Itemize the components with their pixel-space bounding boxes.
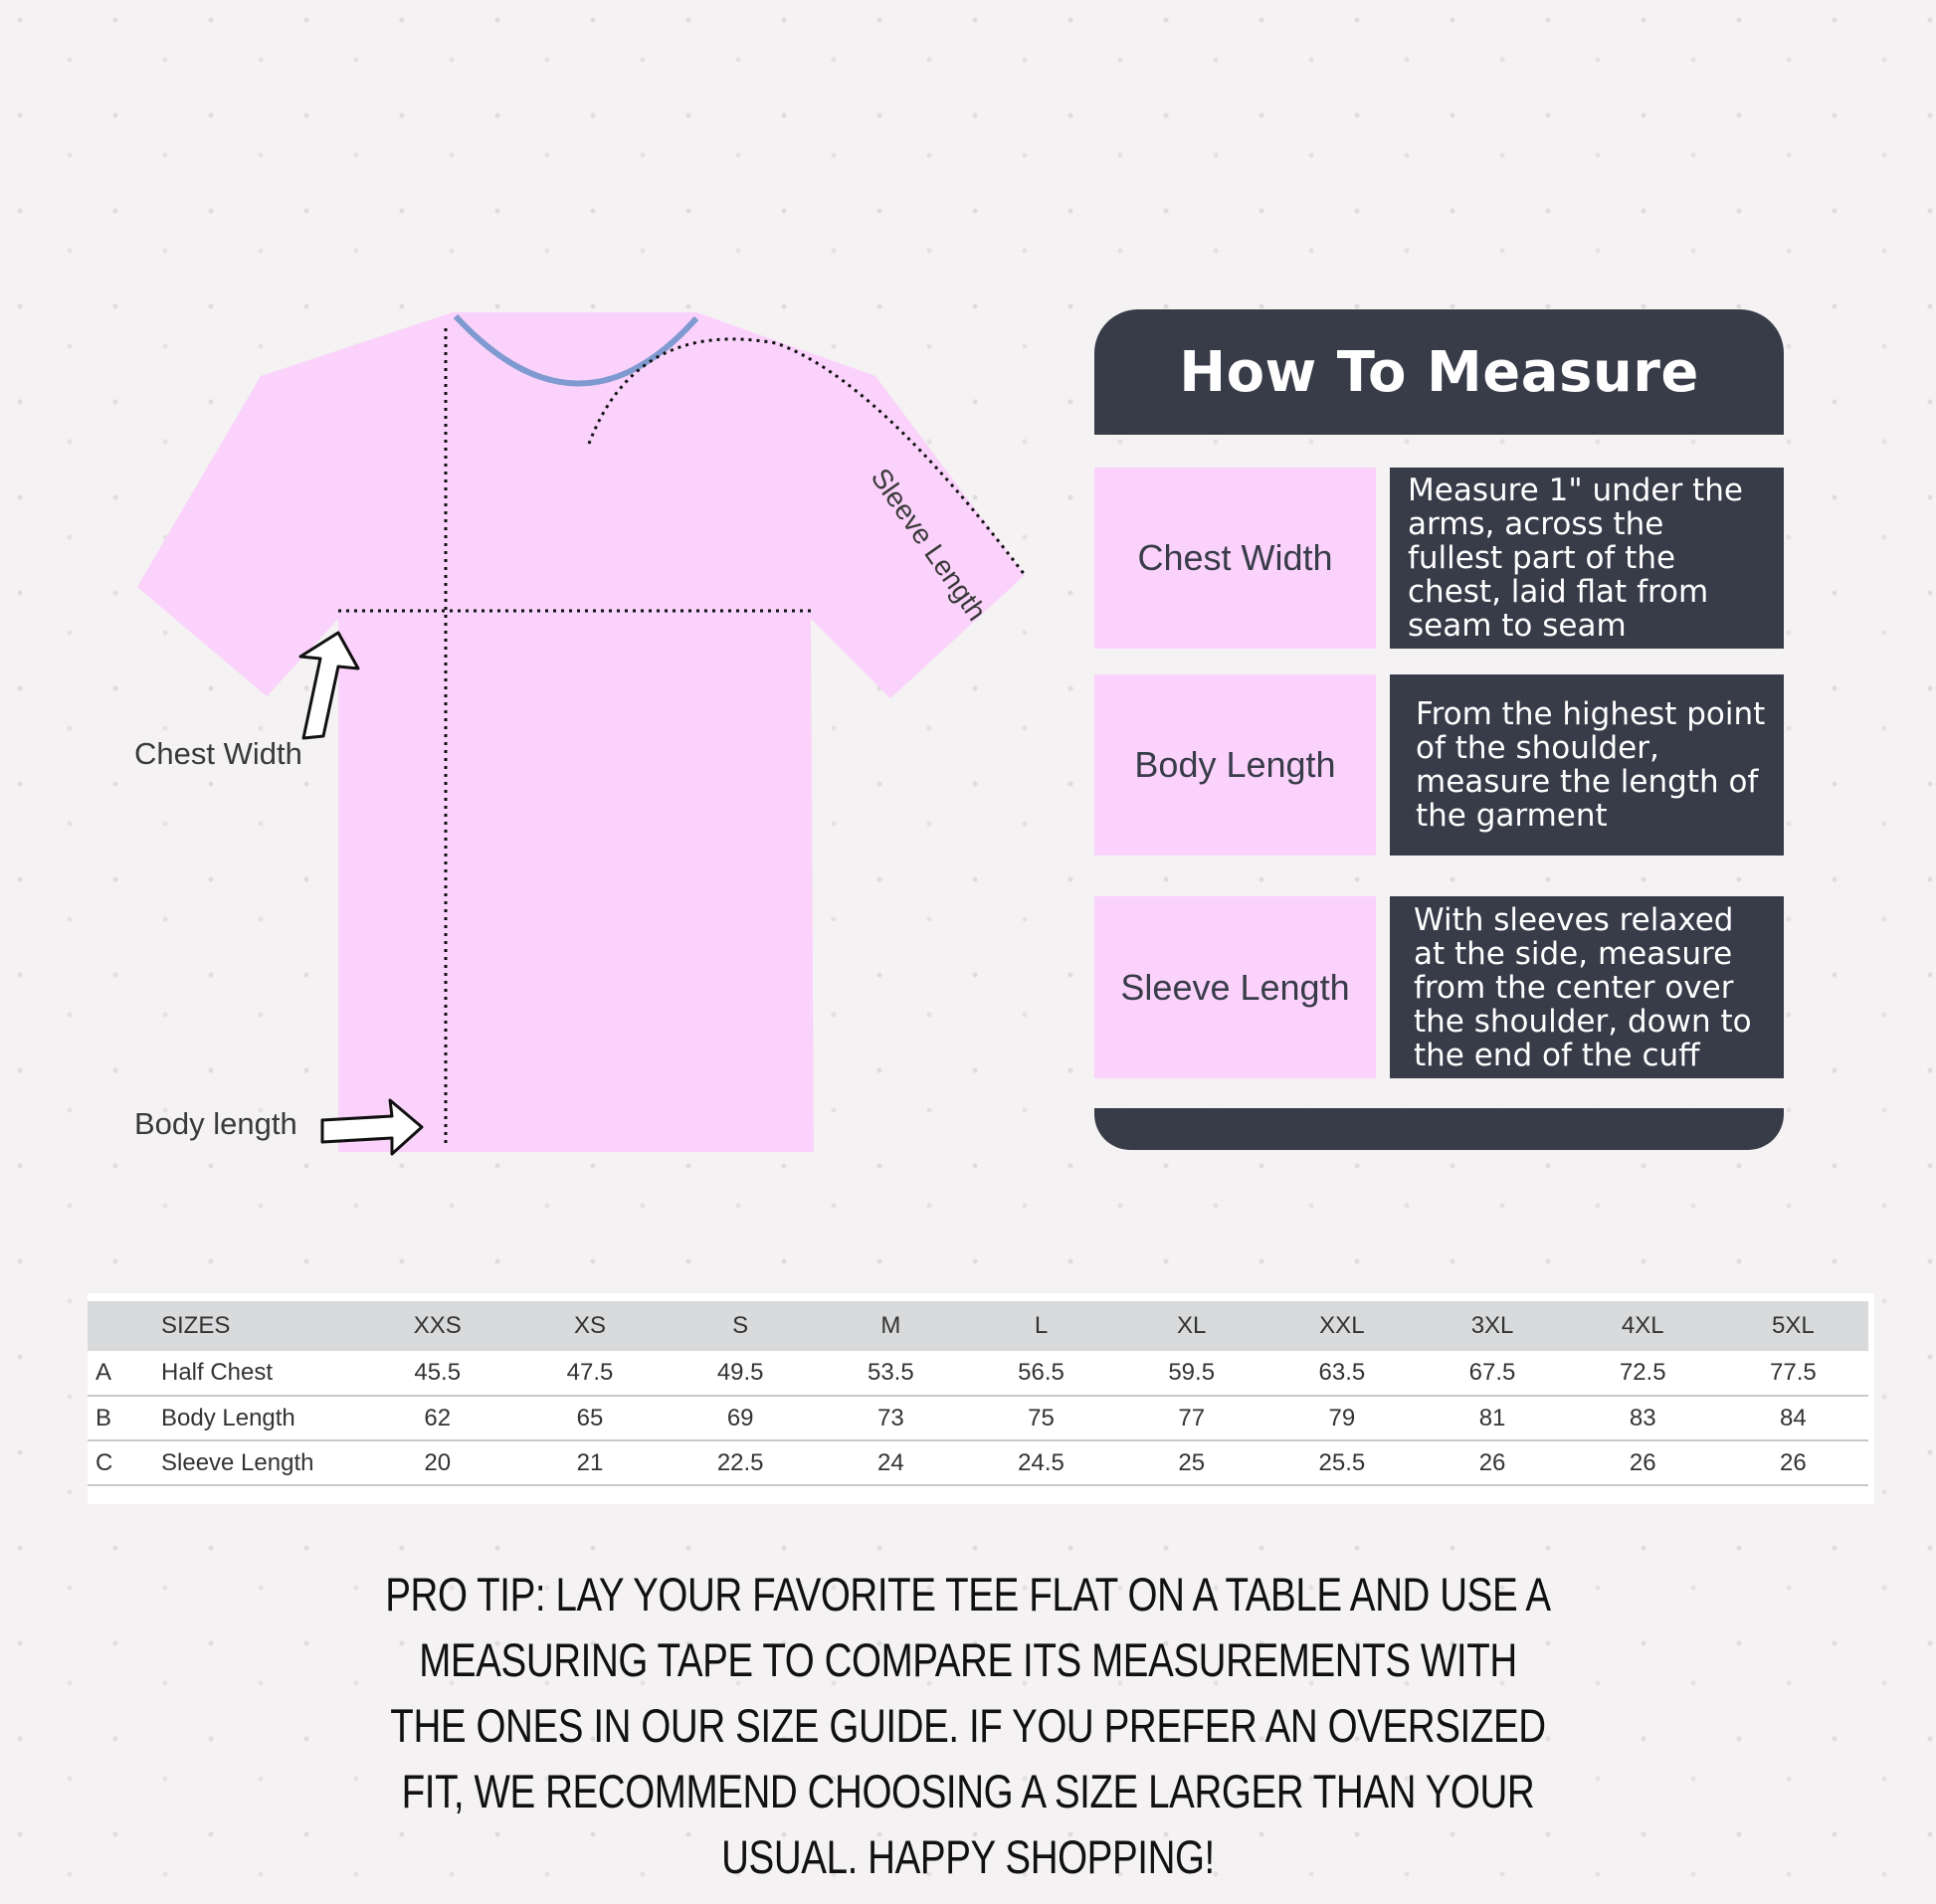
size-header: 5XL — [1772, 1312, 1815, 1339]
table-cell: 72.5 — [1619, 1359, 1666, 1386]
table-cell: 73 — [877, 1404, 904, 1431]
tshirt-illustration — [0, 288, 1074, 1184]
table-cell: 26 — [1478, 1448, 1506, 1476]
table-cell: 65 — [576, 1404, 604, 1431]
row-letter: A — [96, 1359, 112, 1386]
table-cell: 49.5 — [716, 1359, 764, 1386]
size-header: XL — [1177, 1312, 1207, 1339]
table-cell: 26 — [1780, 1448, 1807, 1476]
size-header: XXL — [1319, 1312, 1365, 1339]
size-header: 4XL — [1621, 1312, 1664, 1339]
body-length-row-label: Body Length — [1094, 674, 1376, 856]
table-cell: 77.5 — [1770, 1359, 1817, 1386]
size-chart — [88, 1293, 1874, 1504]
table-cell: 83 — [1629, 1404, 1656, 1431]
sizes-header: SIZES — [161, 1312, 231, 1339]
row-name: Sleeve Length — [161, 1448, 314, 1476]
sleeve-length-label: Sleeve Length — [865, 463, 993, 627]
body-length-label: Body length — [134, 1106, 297, 1141]
row-letter: B — [96, 1404, 112, 1431]
table-cell: 22.5 — [716, 1448, 764, 1476]
measure-panel-header — [1094, 309, 1784, 435]
table-cell: 53.5 — [867, 1359, 914, 1386]
table-row-half-chest — [88, 1351, 1868, 1396]
size-header: M — [880, 1312, 901, 1339]
row-letter: C — [96, 1448, 113, 1476]
table-cell: 62 — [424, 1404, 452, 1431]
table-cell: 56.5 — [1018, 1359, 1065, 1386]
size-table — [88, 1301, 1868, 1486]
measure-panel-footer — [1094, 1108, 1784, 1150]
row-name: Body Length — [161, 1404, 295, 1431]
size-header: 3XL — [1470, 1312, 1514, 1339]
table-cell: 75 — [1028, 1404, 1055, 1431]
row-name: Half Chest — [161, 1359, 274, 1386]
table-cell: 47.5 — [566, 1359, 614, 1386]
table-cell: 79 — [1328, 1404, 1356, 1431]
table-cell: 25.5 — [1318, 1448, 1366, 1476]
table-cell: 25 — [1178, 1448, 1206, 1476]
table-cell: 45.5 — [414, 1359, 462, 1386]
size-header: XXS — [413, 1312, 462, 1339]
measure-panel-title: How To Measure — [1179, 339, 1699, 405]
chest-width-row-description: Measure 1" under the arms, across the fullest part of the chest, laid flat from seam to seam — [1390, 468, 1784, 649]
table-cell: 77 — [1178, 1404, 1206, 1431]
pro-tip-text: PRO TIP: LAY YOUR FAVORITE TEE FLAT ON A TABLE AND USE A MEASURING TAPE TO COMPARE ITS MEASUREMENTS WITH THE ONES IN OUR SIZE GUIDE. IF YOU PREFER AN OVERSIZED FIT, WE RECOMMEND CHOOSING A SIZE LARGER THAN YOUR USUAL. HAPPY SHOPPING! — [385, 1568, 1551, 1883]
size-header: L — [1034, 1312, 1049, 1339]
chest-width-label: Chest Width — [134, 736, 302, 771]
tshirt-shape — [137, 312, 1025, 1152]
table-cell: 59.5 — [1168, 1359, 1216, 1386]
sleeve-length-row-label: Sleeve Length — [1094, 896, 1376, 1078]
table-cell: 24 — [877, 1448, 904, 1476]
table-cell: 84 — [1780, 1404, 1807, 1431]
size-header: S — [732, 1312, 749, 1339]
size-table-header-row — [88, 1301, 1868, 1351]
sleeve-length-row-description: With sleeves relaxed at the side, measure from the center over the shoulder, down to the end of the cuff — [1390, 896, 1784, 1078]
size-header: XS — [574, 1312, 607, 1339]
table-cell: 24.5 — [1018, 1448, 1065, 1476]
table-cell: 26 — [1629, 1448, 1656, 1476]
table-cell: 21 — [576, 1448, 604, 1476]
table-cell: 67.5 — [1468, 1359, 1516, 1386]
chest-width-row-label: Chest Width — [1094, 468, 1376, 649]
table-cell: 63.5 — [1318, 1359, 1366, 1386]
table-cell: 69 — [726, 1404, 754, 1431]
table-row-sleeve-length — [88, 1440, 1868, 1485]
body-length-row-description: From the highest point of the shoulder, measure the length of the garment — [1390, 674, 1784, 856]
table-cell: 20 — [424, 1448, 452, 1476]
table-cell: 81 — [1478, 1404, 1506, 1431]
table-row-body-length — [88, 1396, 1868, 1440]
